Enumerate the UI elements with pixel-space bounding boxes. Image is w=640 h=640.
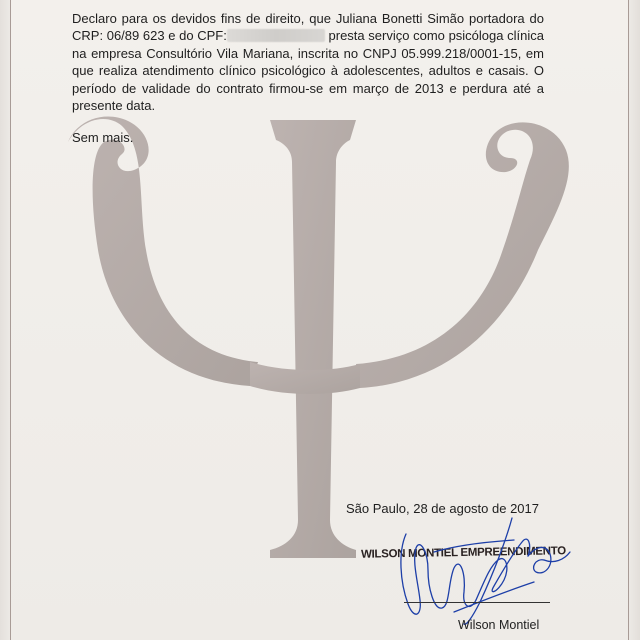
signer-name: Wilson Montiel bbox=[458, 618, 540, 632]
paragraph-text-end: presta serviço como psicóloga clínica na empresa Consultório Vila Mariana, inscrita no CNPJ 05.999.218/0001-15, em que realiza atendimento clínico psicológico à adolescentes, adultos e casais. O período de validade do contrato firmou-se em março de 2013 e perdura até a presente data. bbox=[72, 28, 544, 114]
paragraph-text-start: Declaro para os devidos fins de direito, que Juliana Bonetti Simão portadora do CRP: 06/89 623 e do CPF: bbox=[72, 11, 544, 44]
company-stamp: WILSON MONTIEL EMPREENDIMENTO bbox=[360, 545, 567, 561]
letter-paragraph bbox=[72, 10, 544, 114]
handwritten-signature-icon bbox=[394, 512, 574, 632]
psi-symbol-watermark-icon bbox=[60, 100, 580, 570]
place-date: São Paulo, 28 de agosto de 2017 bbox=[346, 501, 539, 516]
redacted-cpf-block bbox=[227, 29, 325, 42]
signature-line bbox=[404, 602, 550, 603]
page-left-margin bbox=[0, 0, 11, 640]
closing-text: Sem mais. bbox=[72, 130, 134, 145]
page-right-margin bbox=[628, 0, 640, 640]
